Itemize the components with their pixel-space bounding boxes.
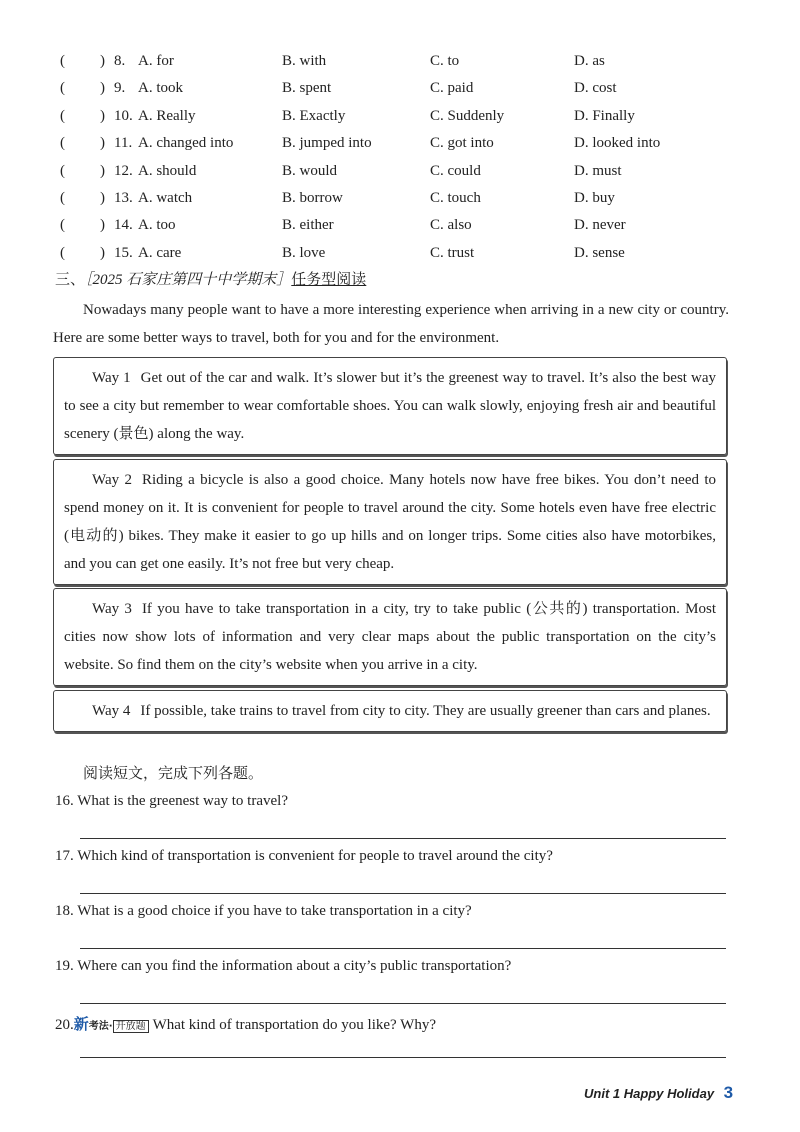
answer-paren-left[interactable]: ( bbox=[60, 217, 65, 234]
answer-paren-right[interactable]: ) bbox=[100, 162, 105, 179]
choice-row bbox=[0, 48, 800, 75]
answer-paren-left[interactable]: ( bbox=[60, 107, 65, 124]
option-a: A. Really bbox=[138, 107, 196, 124]
question-number: 9. bbox=[114, 80, 126, 97]
question-number: 13. bbox=[114, 190, 133, 206]
intro-paragraph: Nowadays many people want to have a more interesting experience when arriving in a new city or country. Here are some better ways to travel, both for you and for the environment. bbox=[53, 302, 729, 346]
answer-paren-right[interactable]: ) bbox=[100, 53, 105, 69]
way-label: Way 1 bbox=[92, 370, 131, 386]
question-text: What kind of transportation do you like? Why? bbox=[152, 1017, 436, 1033]
choice-row bbox=[0, 130, 800, 157]
section-label: 任务型阅读 bbox=[291, 270, 367, 288]
option-b: B. Exactly bbox=[282, 107, 346, 124]
option-c: C. to bbox=[430, 53, 460, 69]
option-a: A. care bbox=[138, 244, 182, 261]
option-b: B. borrow bbox=[282, 190, 343, 206]
answer-paren-left[interactable]: ( bbox=[60, 135, 65, 152]
question-number: 17. bbox=[55, 848, 74, 864]
option-d: D. Finally bbox=[574, 107, 635, 124]
question-text: What is a good choice if you have to take transportation in a city? bbox=[77, 903, 472, 919]
option-c: C. paid bbox=[430, 80, 474, 97]
answer-paren-left[interactable]: ( bbox=[60, 162, 65, 179]
way-text: Riding a bicycle is also a good choice. Many hotels now have free bikes. You don’t need to spend money on it. It is convenient for people to travel around the city. Some hotels even have free electric (电动的) bikes. They make it easier to go up hills and on longer trips. Some cities also have motorbikes, and you can get one easily. It’s not free but very cheap. bbox=[64, 472, 716, 572]
option-d: D. must bbox=[574, 162, 622, 179]
page-footer bbox=[584, 1083, 733, 1103]
answer-line-17[interactable] bbox=[80, 893, 726, 894]
question-19 bbox=[55, 958, 735, 975]
option-d: D. looked into bbox=[574, 135, 661, 152]
option-c: C. also bbox=[430, 217, 472, 234]
way-text: If you have to take transportation in a city, try to take public (公共的) transportation. Most cities now show lots of information and very clear maps about the public transportation on the city’s website. So find them on the city’s website when you arrive in a city. bbox=[64, 601, 716, 673]
answer-line-20[interactable] bbox=[80, 1057, 726, 1058]
answer-paren-left[interactable]: ( bbox=[60, 190, 65, 206]
answer-paren-right[interactable]: ) bbox=[100, 135, 105, 152]
option-a: A. should bbox=[138, 162, 197, 179]
question-number: 8. bbox=[114, 53, 126, 69]
question-number: 15. bbox=[114, 244, 133, 261]
answer-line-19[interactable] bbox=[80, 1003, 726, 1004]
choice-row bbox=[0, 185, 800, 212]
question-number: 19. bbox=[55, 958, 74, 974]
question-number: 20. bbox=[55, 1017, 74, 1033]
kaofa-tag: 考法· bbox=[88, 1021, 113, 1032]
answer-paren-left[interactable]: ( bbox=[60, 53, 65, 69]
option-a: A. too bbox=[138, 217, 176, 234]
question-number: 10. bbox=[114, 107, 133, 124]
answer-line-18[interactable] bbox=[80, 948, 726, 949]
answer-paren-right[interactable]: ) bbox=[100, 80, 105, 97]
question-18 bbox=[55, 903, 735, 920]
option-a: A. for bbox=[138, 53, 174, 69]
way-label: Way 2 bbox=[92, 472, 132, 488]
way-text: Get out of the car and walk. It’s slower but it’s the greenest way to travel. It’s also the best way to see a city but remember to wear comfortable shoes. You can walk slowly, enjoying fresh air and beautiful scenery (景色) along the way. bbox=[64, 370, 716, 442]
new-tag: 新 bbox=[73, 1015, 89, 1033]
footer-title: Happy Holiday bbox=[623, 1086, 715, 1101]
instructions: 阅读短文，完成下列各题。 bbox=[83, 764, 264, 782]
choice-row bbox=[0, 103, 800, 130]
way-box-2 bbox=[53, 459, 727, 585]
choice-row bbox=[0, 75, 800, 102]
page-number: 3 bbox=[723, 1083, 734, 1102]
answer-paren-right[interactable]: ) bbox=[100, 190, 105, 206]
option-b: B. with bbox=[282, 53, 327, 69]
question-17 bbox=[55, 848, 735, 865]
question-number: 14. bbox=[114, 217, 133, 234]
section-source: ［2025 石家庄第四十中学期末］ bbox=[85, 272, 292, 288]
option-c: C. touch bbox=[430, 190, 481, 206]
choice-row bbox=[0, 212, 800, 239]
answer-line-16[interactable] bbox=[80, 838, 726, 839]
way-text: If possible, take trains to travel from city to city. They are usually greener than cars and planes. bbox=[140, 703, 711, 719]
question-number: 18. bbox=[55, 903, 74, 919]
option-d: D. as bbox=[574, 53, 605, 69]
option-c: C. trust bbox=[430, 244, 475, 261]
section-title bbox=[55, 268, 366, 289]
option-c: C. Suddenly bbox=[430, 107, 505, 124]
option-c: C. could bbox=[430, 162, 481, 179]
question-text: Which kind of transportation is convenient for people to travel around the city? bbox=[77, 848, 553, 864]
answer-paren-left[interactable]: ( bbox=[60, 80, 65, 97]
option-d: D. sense bbox=[574, 244, 625, 261]
choice-row bbox=[0, 158, 800, 185]
way-label: Way 3 bbox=[92, 601, 132, 617]
option-a: A. took bbox=[138, 80, 183, 97]
section-number: 三、 bbox=[55, 270, 86, 288]
option-b: B. spent bbox=[282, 80, 332, 97]
question-16 bbox=[55, 793, 735, 810]
answer-paren-right[interactable]: ) bbox=[100, 244, 105, 261]
option-d: D. never bbox=[574, 217, 626, 234]
choice-row bbox=[0, 240, 800, 267]
way-box-3 bbox=[53, 588, 727, 686]
option-b: B. love bbox=[282, 244, 326, 261]
question-text: What is the greenest way to travel? bbox=[77, 793, 288, 809]
option-a: A. watch bbox=[138, 190, 193, 206]
answer-paren-right[interactable]: ) bbox=[100, 217, 105, 234]
question-20 bbox=[55, 1013, 735, 1034]
question-text: Where can you find the information about a city’s public transportation? bbox=[77, 958, 512, 974]
option-a: A. changed into bbox=[138, 135, 234, 152]
option-b: B. jumped into bbox=[282, 135, 372, 152]
option-d: D. buy bbox=[574, 190, 615, 206]
option-b: B. would bbox=[282, 162, 338, 179]
open-question-tag: 开放题 bbox=[113, 1020, 149, 1033]
option-d: D. cost bbox=[574, 80, 617, 97]
question-number: 12. bbox=[114, 162, 133, 179]
question-number: 16. bbox=[55, 793, 74, 809]
question-number: 11. bbox=[114, 135, 133, 152]
option-b: B. either bbox=[282, 217, 334, 234]
way-box-1 bbox=[53, 357, 727, 455]
answer-paren-right[interactable]: ) bbox=[100, 107, 105, 124]
way-label: Way 4 bbox=[92, 703, 131, 719]
footer-unit: Unit 1 bbox=[584, 1086, 621, 1101]
answer-paren-left[interactable]: ( bbox=[60, 244, 65, 261]
option-c: C. got into bbox=[430, 135, 494, 152]
way-box-4 bbox=[53, 690, 727, 732]
